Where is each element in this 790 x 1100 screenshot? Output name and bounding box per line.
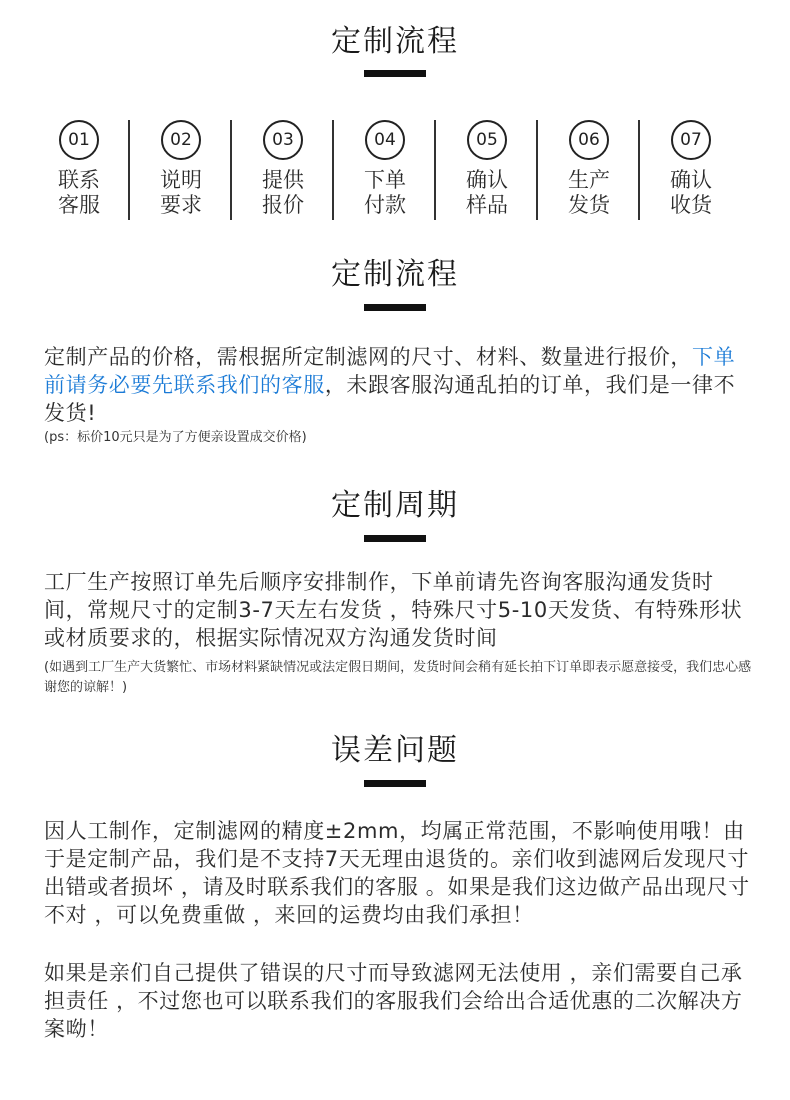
pricing-note: (ps：标价10元只是为了方便亲设置成交价格)	[44, 430, 307, 445]
step-label: 生产发货	[568, 168, 610, 217]
pricing-text-highlight: 下单前请务必要先联系我们的客服	[44, 345, 736, 397]
step-number: 01	[59, 120, 99, 160]
step-1	[28, 118, 130, 222]
step-3	[232, 118, 334, 222]
step-label: 下单付款	[364, 168, 406, 217]
step-number: 07	[671, 120, 711, 160]
cycle-note: (如遇到工厂生产大货繁忙、市场材料紧缺情况或法定假日期间，发货时间会稍有延长拍下订单即表示愿意接受，我们忠心感谢您的谅解！)	[44, 660, 752, 695]
process-steps	[28, 118, 762, 222]
step-number: 04	[365, 120, 405, 160]
error-text-1: 因人工制作，定制滤网的精度±2mm，均属正常范围，不影响使用哦！由于是定制产品，我们是不支持7天无理由退货的。亲们收到滤网后发现尺寸出错或者损坏 ，请及时联系我们的客服 。如果是我们这边做产品出现尺寸不对 ，可以免费重做 ，来回的运费均由我们承担！	[44, 819, 750, 927]
pricing-title-bar	[364, 304, 426, 311]
pricing-text-before: 定制产品的价格，需根据所定制滤网的尺寸、材料、数量进行报价，	[44, 345, 692, 369]
step-label: 提供报价	[262, 168, 304, 217]
step-label: 确认收货	[670, 168, 712, 217]
cycle-title: 定制周期	[331, 488, 459, 523]
error-text-2: 如果是亲们自己提供了错误的尺寸而导致滤网无法使用 ，亲们需要自己承担责任 ，不过您也可以联系我们的客服我们会给出合适优惠的二次解决方案呦！	[44, 961, 743, 1041]
step-number: 03	[263, 120, 303, 160]
error-title: 误差问题	[331, 733, 459, 768]
error-title-bar	[364, 780, 426, 787]
process-title: 定制流程	[331, 24, 459, 59]
cycle-text: 工厂生产按照订单先后顺序安排制作，下单前请先咨询客服沟通发货时间，常规尺寸的定制3-7天左右发货 ，特殊尺寸5-10天发货、有特殊形状或材质要求的，根据实际情况双方沟通发货时间	[44, 570, 743, 650]
cycle-title-bar	[364, 535, 426, 542]
step-number: 06	[569, 120, 609, 160]
step-6	[538, 118, 640, 222]
step-number: 05	[467, 120, 507, 160]
step-label: 确认样品	[466, 168, 508, 217]
step-number: 02	[161, 120, 201, 160]
step-7	[640, 118, 742, 222]
pricing-text	[44, 343, 756, 427]
pricing-text-after: ，未跟客服沟通乱拍的订单，我们是一律不发货!	[44, 373, 736, 425]
step-label: 联系客服	[58, 168, 100, 217]
step-4	[334, 118, 436, 222]
process-title-bar	[364, 70, 426, 77]
step-5	[436, 118, 538, 222]
pricing-title: 定制流程	[331, 257, 459, 292]
step-2	[130, 118, 232, 222]
step-label: 说明要求	[160, 168, 202, 217]
